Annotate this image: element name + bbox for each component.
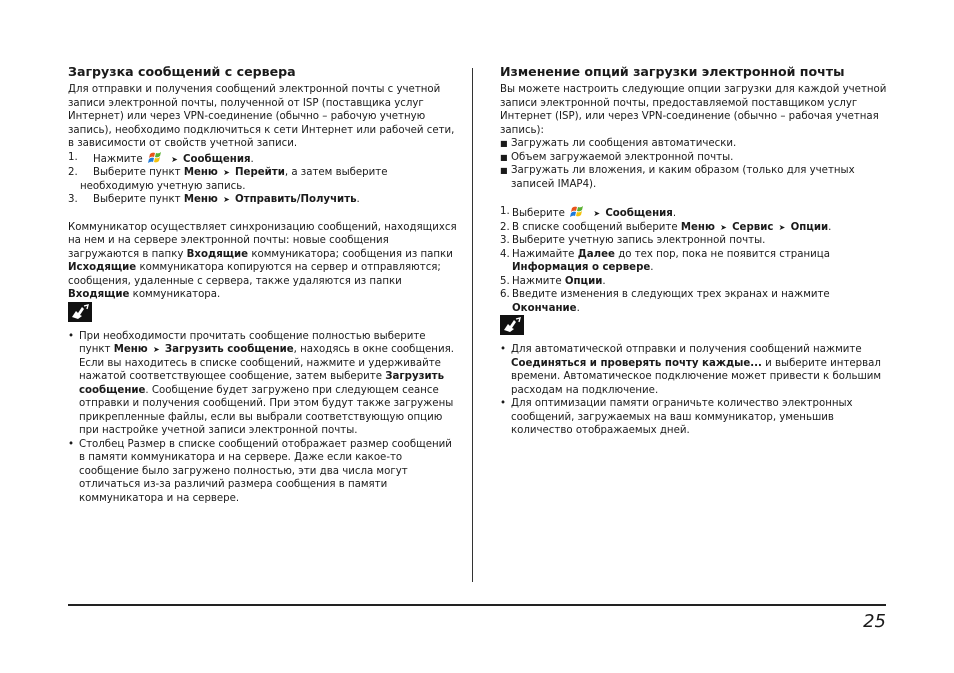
arrow-right-icon: ➤ [171, 154, 178, 164]
list-item: • Столбец Размер в списке сообщений отображает размер сообщений в памяти коммуникатора и на сервере. Даже если какое-то сообщение было загружено полностью, эти два числа могут отличаться из-за различий размера сообщения в памяти коммуникатора и на сервере. [68, 438, 452, 504]
list-item: 2. В списке сообщений выберите Меню ➤ Сервис ➤ Опции. [500, 221, 832, 233]
left-column [68, 64, 458, 505]
list-item: 4. Нажимайте Далее до тех пор, пока не появится страница Информация о сервере. [500, 248, 830, 273]
options-steps [500, 205, 892, 315]
download-steps [68, 151, 458, 207]
arrow-right-icon: ➤ [593, 209, 601, 218]
section-title-download: Загрузка сообщений с сервера [68, 64, 296, 79]
list-item: 3. Выберите учетную запись электронной почты. [500, 235, 766, 246]
arrow-right-icon: ➤ [720, 222, 727, 232]
list-item: 2. Выберите пункт Меню ➤ Перейти, а затем выберите необходимую учетную запись. [68, 167, 388, 192]
section-title-options: Изменение опций загрузки электронной почты [500, 64, 845, 79]
list-item: • Для оптимизации памяти ограничьте количество электронных сообщений, загружаемых на ваш коммуникатор, уменьшив количество отображаемых дней. [500, 398, 853, 436]
list-item: 3. Выберите пункт Меню ➤ Отправить/Получить. [68, 194, 360, 205]
arrow-right-icon: ➤ [152, 345, 160, 354]
list-item: ■ Загружать ли вложения, и каким образом (только для учетных записей IMAP4). [500, 165, 855, 190]
arrow-right-icon: ➤ [223, 168, 230, 177]
list-item: ■ Загружать ли сообщения автоматически. [500, 138, 737, 149]
arrow-right-icon: ➤ [778, 222, 786, 232]
note-hand-icon [68, 302, 92, 322]
intro-text: Для отправки и получения сообщений электронной почты с учетной записи электронной почты, полученной от ISP (поставщика услуг Интернет) или через VPN-соединение (обычно – рабочую учетную запись), необходимо подключиться к сети Интернет или рабочей сети, в зависимости от свойств учетной записи. [68, 84, 455, 149]
list-item: ■ Объем загружаемой электронной почты. [500, 151, 734, 163]
right-column [500, 64, 892, 438]
arrow-right-icon: ➤ [223, 195, 230, 204]
note-hand-icon [500, 315, 524, 335]
sync-paragraph: Коммуникатор осуществляет синхронизацию сообщений, находящихся на нем и на сервере электронной почты: новые сообщения загружаются в папку Входящие коммуникатора; сообщения из папки Исходящие коммуникатора копируются на сервер и отправляются; сообщения, удаленные с сервера, также удаляются из папки Входящие коммуникатора. [68, 221, 457, 300]
footer-rule [68, 604, 886, 606]
list-item: • Для автоматической отправки и получения сообщений нажмите Соединяться и проверять почту каждые... и выберите интервал времени. Автоматическое подключение может привести к большим расходам на подключение. [500, 344, 882, 396]
list-item: 5. Нажмите Опции. [500, 275, 606, 287]
options-list [500, 137, 892, 191]
intro-text: Вы можете настроить следующие опции загрузки для каждой учетной записи электронной почты, предоставляемой поставщиком услуг Интернет (ISP), или через VPN-соединение (обычно – рабочая учетная запись): [500, 84, 887, 136]
list-item: 6. Введите изменения в следующих трех экранах и нажмите Окончание. [500, 289, 830, 314]
column-divider [472, 68, 473, 582]
list-item: • При необходимости прочитать сообщение полностью выберите пункт Меню ➤ Загрузить сообщение, находясь в окне сообщения. Если вы находитесь в списке сообщений, нажмите и удерживайте нажатой соответствующее сообщение, затем выберите Загрузить сообщение. Сообщение будет загружено при следующем сеансе отправки и получения сообщений. При этом будут также загружены прикрепленные файлы, если вы выбрали соответствующую опцию при настройке учетной записи электронной почты. [68, 330, 454, 436]
list-item: 1. Нажмите ➤ Сообщения. [68, 151, 254, 165]
right-notes-list [500, 343, 892, 438]
page-number: 25 [863, 611, 886, 632]
windows-start-icon [570, 205, 586, 219]
windows-start-icon [148, 151, 164, 165]
list-item: 1. Выберите ➤ Сообщения. [500, 206, 677, 219]
left-notes-list [68, 330, 458, 506]
